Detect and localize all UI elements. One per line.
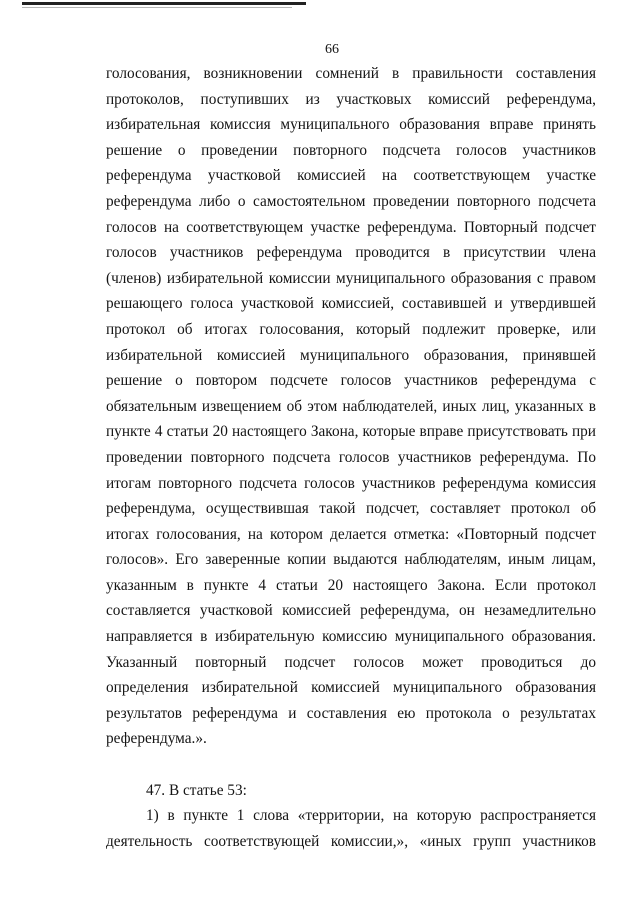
- scan-edge-line-thin: [22, 7, 292, 8]
- paragraph-article-heading: 47. В статье 53:: [146, 781, 247, 799]
- paragraph-continued: голосования, возникновении сомнений в правильности составления протоколов, поступивших из участковых комиссий референдума, избирательная комиссия муниципального образования вправе принять решение о проведении повторного подсчета голосов участников референдума участковой комиссией на соответствующем участке референдума либо о самостоятельном проведении повторного подсчета голосов на соответствующем участке референдума. Повторный подсчет голосов участников референдума проводится в присутствии члена (членов) избирательной комиссии муниципального образования с правом решающего голоса участковой комиссией, составившей и утвердившей протокол об итогах голосования, который подлежит проверке, или избирательной комиссией муниципального образования, принявшей решение о повтором подсчете голосов участников референдума с обязательным извещением об этом наблюдателей, иных лиц, указанных в пункте 4 статьи 20 настоящего Закона, которые вправе присутствовать при проведении повторного подсчета голосов участников референдума. По итогам повторного подсчета голосов участников референдума комиссия референдума, осуществившая такой подсчет, составляет протокол об итогах голосования, на котором делается отметка: «Повторный подсчет голосов». Его заверенные копии выдаются наблюдателям, иным лицам, указанным в пункте 4 статьи 20 настоящего Закона. Если протокол составляется участковой комиссией референдума, он незамедлительно направляется в избирательную комиссию муниципального образования. Указанный повторный подсчет голосов может проводиться до определения избирательной комиссией муниципального образования результатов референдума и составления ею протокола о результатах референдума.».: [106, 65, 596, 748]
- document-body: [106, 61, 596, 854]
- page-number: 66: [325, 42, 339, 57]
- paragraph-item: 1) в пункте 1 слова «территории, на которую распространяется деятельность соответствующей комиссии,», «иных групп участников: [106, 807, 596, 850]
- paragraph-spacer: [106, 752, 596, 778]
- scan-edge-line: [22, 2, 306, 5]
